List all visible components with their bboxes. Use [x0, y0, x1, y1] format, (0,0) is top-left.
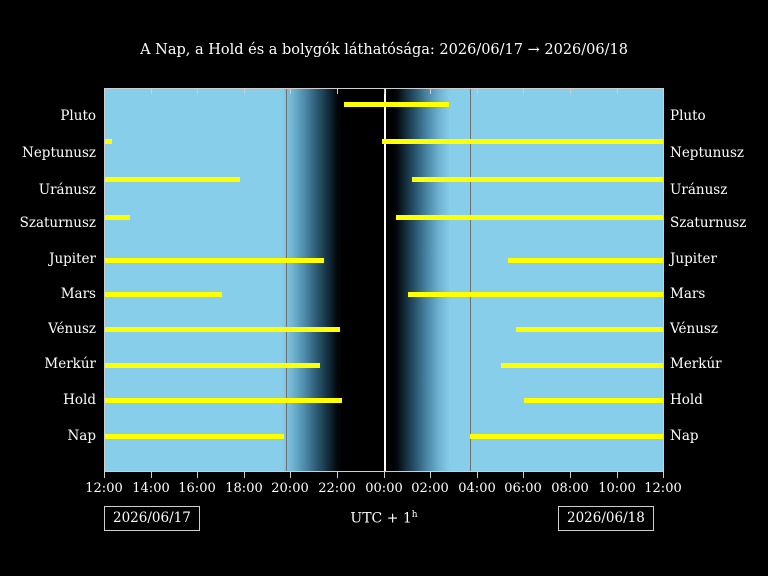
bar-nap-1 [104, 434, 284, 439]
ylabel-left-neptunusz: Neptunusz [22, 145, 96, 161]
ylabel-right-hold: Hold [670, 392, 703, 408]
bar-venusz-1 [104, 327, 340, 332]
ylabel-left-szaturnusz: Szaturnusz [19, 215, 96, 231]
date-box-left: 2026/06/17 [104, 506, 200, 531]
ylabel-right-mars: Mars [670, 286, 706, 302]
xtick-top-0 [104, 88, 105, 94]
bar-mars-1 [104, 292, 222, 297]
dusk-gradient [282, 88, 342, 472]
timezone-text: UTC + 1 [350, 510, 412, 527]
daylight-band-left [104, 88, 282, 472]
bar-venusz-2 [516, 327, 664, 332]
bar-nap-2 [470, 434, 664, 439]
xtick-1 [151, 472, 152, 478]
xtick-top-6 [384, 88, 385, 94]
xtick-top-7 [430, 88, 431, 94]
ylabel-left-nap: Nap [67, 428, 96, 444]
ylabel-right-jupiter: Jupiter [670, 251, 717, 267]
ylabel-right-merkur: Merkúr [670, 356, 722, 372]
date-box-right: 2026/06/18 [558, 506, 654, 531]
xtick-top-10 [570, 88, 571, 94]
xtick-top-12 [663, 88, 664, 94]
bar-uranusz-2 [412, 177, 664, 182]
xtick-top-8 [477, 88, 478, 94]
xtick-11 [617, 472, 618, 478]
xtick-5 [337, 472, 338, 478]
xticklabel-7: 02:00 [411, 481, 449, 496]
xtick-3 [244, 472, 245, 478]
gridline-sunset [286, 88, 287, 472]
xtick-top-4 [290, 88, 291, 94]
xtick-top-11 [617, 88, 618, 94]
bar-hold-2 [524, 398, 664, 403]
bar-szaturnusz-2 [396, 215, 664, 220]
bar-merkur-2 [501, 363, 664, 368]
bar-pluto-1 [344, 102, 449, 107]
ylabel-right-uranusz: Uránusz [670, 182, 728, 198]
xtick-10 [570, 472, 571, 478]
xticklabel-10: 08:00 [551, 481, 589, 496]
xtick-top-2 [197, 88, 198, 94]
midnight-line [384, 88, 386, 472]
xtick-top-9 [523, 88, 524, 94]
xticklabel-3: 18:00 [225, 481, 263, 496]
bar-neptunusz-2 [382, 139, 664, 144]
ylabel-left-venusz: Vénusz [48, 321, 96, 337]
bar-neptunusz-1 [104, 139, 112, 144]
daylight-band-right [450, 88, 664, 472]
xticklabel-8: 04:00 [458, 481, 496, 496]
xticklabel-12: 12:00 [644, 481, 682, 496]
chart-title: A Nap, a Hold és a bolygók láthatósága: 2026/06/17 → 2026/06/18 [140, 42, 628, 58]
xtick-top-1 [151, 88, 152, 94]
ylabel-right-neptunusz: Neptunusz [670, 145, 744, 161]
bar-jupiter-1 [104, 258, 324, 263]
ylabel-right-nap: Nap [670, 428, 699, 444]
xticklabel-1: 14:00 [132, 481, 170, 496]
bar-uranusz-1 [104, 177, 240, 182]
xtick-7 [430, 472, 431, 478]
ylabel-right-venusz: Vénusz [670, 321, 718, 337]
xtick-9 [523, 472, 524, 478]
xtick-4 [290, 472, 291, 478]
xtick-8 [477, 472, 478, 478]
dawn-gradient [392, 88, 450, 472]
timezone-label [0, 510, 768, 527]
xtick-top-5 [337, 88, 338, 94]
ylabel-left-mars: Mars [60, 286, 96, 302]
ylabel-left-uranusz: Uránusz [38, 182, 96, 198]
xticklabel-0: 12:00 [85, 481, 123, 496]
xtick-2 [197, 472, 198, 478]
xticklabel-9: 06:00 [504, 481, 542, 496]
ylabel-right-szaturnusz: Szaturnusz [670, 215, 747, 231]
ylabel-left-pluto: Pluto [60, 108, 96, 124]
xtick-top-3 [244, 88, 245, 94]
timezone-sup: h [411, 510, 418, 520]
bar-jupiter-2 [508, 258, 664, 263]
gridline-sunrise [470, 88, 471, 472]
ylabel-left-jupiter: Jupiter [49, 251, 96, 267]
xtick-0 [104, 472, 105, 478]
xticklabel-5: 22:00 [318, 481, 356, 496]
xticklabel-2: 16:00 [178, 481, 216, 496]
bar-merkur-1 [104, 363, 320, 368]
plot-area [104, 88, 664, 472]
xticklabel-4: 20:00 [271, 481, 309, 496]
xtick-12 [663, 472, 664, 478]
bar-mars-2 [408, 292, 664, 297]
xticklabel-6: 00:00 [365, 481, 403, 496]
ylabel-left-merkur: Merkúr [44, 356, 96, 372]
bar-szaturnusz-1 [104, 215, 130, 220]
ylabel-right-pluto: Pluto [670, 108, 706, 124]
ylabel-left-hold: Hold [63, 392, 96, 408]
bar-hold-1 [104, 398, 342, 403]
xticklabel-11: 10:00 [598, 481, 636, 496]
xtick-6 [384, 472, 385, 478]
